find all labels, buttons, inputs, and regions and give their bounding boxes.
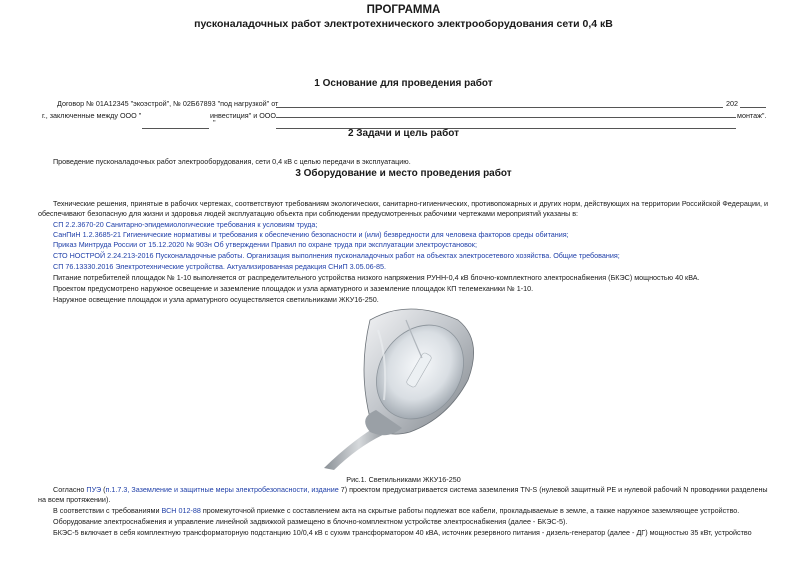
contract-year: 202 bbox=[726, 99, 738, 108]
contract-text: Договор № 01А12345 "экоэстрой", № 02Б67893 "под нагрузкой" от bbox=[57, 99, 279, 108]
grounding-paragraph-2 bbox=[53, 506, 739, 515]
text-span: ( bbox=[101, 485, 106, 494]
norm-link[interactable]: СанПиН 1.2.3685-21 Гигиенические нормативы и требования к обеспечению безопасности и (или) безвредности для человека факторов среды обитания; bbox=[53, 230, 569, 239]
investment-text: инвестиция" и ООО bbox=[210, 111, 276, 120]
grounding-paragraph-1-cont: на всем протяжении). bbox=[38, 495, 111, 504]
montazh-text: монтаж". bbox=[737, 111, 767, 120]
grounding-paragraph-3: Оборудование электроснабжения и управление линейной задвижкой размещено в блочно-комплектном устройстве электроснабжения (далее - БКЭС-5). bbox=[53, 517, 568, 526]
figure-caption: Рис.1. Светильниками ЖКУ16-250 bbox=[346, 475, 461, 484]
vsn-link[interactable]: ВСН 012-88 bbox=[161, 506, 201, 515]
text-span: В соответствии с требованиями bbox=[53, 506, 162, 515]
norm-link[interactable]: СП 2.2.3670-20 Санитарно-эпидемиологические требования к условиям труда; bbox=[53, 220, 318, 229]
section-1-heading: 1 Основание для проведения работ bbox=[314, 78, 493, 89]
norm-link[interactable]: Приказ Минтруда России от 15.12.2020 № 903н Об утверждении Правил по охране труда при эксплуатации электроустановок; bbox=[53, 240, 477, 249]
intro-line-1: Технические решения, принятые в рабочих чертежах, соответствуют требованиям экологических, санитарно-гигиенических, противопожарных и других норм, действующих на территории Российской Федерации, и bbox=[53, 199, 768, 208]
concluded-text: г., заключенные между ООО " bbox=[42, 111, 142, 120]
pue-section-link[interactable]: п.1.7.3, Заземление и защитные меры электробезопасности, издание bbox=[105, 485, 339, 494]
norm-link[interactable]: СП 76.13330.2016 Электротехнические устройства. Актуализированная редакция СНиП 3.05.06-85. bbox=[53, 262, 387, 271]
street-lamp-figure bbox=[318, 300, 483, 470]
text-span: Согласно bbox=[53, 485, 87, 494]
contract-date-line bbox=[276, 107, 723, 108]
section-3-heading: 3 Оборудование и место проведения работ bbox=[295, 168, 512, 179]
quote-mark: " bbox=[213, 118, 216, 127]
power-line-1: Питание потребителей площадок № 1-10 выполняется от распределительного устройства низкого напряжения РУНН-0,4 кВ блочно-комплектного электроснабжения (БКЭС) мощностью 40 кВА. bbox=[53, 273, 700, 282]
text-span: промежуточной приемке с составлением акта на скрытые работы подлежат все кабели, прокладываемые в земле, а также наружное заземляющее устройство. bbox=[200, 506, 740, 515]
power-line-3: Наружное освещение площадок и узла арматурного осуществляется светильниками ЖКУ16-250. bbox=[53, 295, 379, 304]
org-name-line bbox=[276, 117, 736, 118]
intro-line-2: обеспечивают безопасную для жизни и здоровья людей эксплуатацию объекта при соблюдении предусмотренных рабочими чертежами мероприятий указаны в: bbox=[38, 209, 579, 218]
grounding-paragraph-4: БКЭС-5 включает в себя комплектную трансформаторную подстанцию 10/0,4 кВ с сухим трансформатором 40 кВА, источник резервного питания - дизель-генератор (далее - ДГ) мощностью 35 кВт, устройство bbox=[53, 528, 752, 537]
section-2-heading: 2 Задачи и цель работ bbox=[347, 128, 460, 139]
text-span: 7) проектом предусматривается система заземления TN-S (нулевой защитный PE и нулевой рабочий N проводники разделены bbox=[338, 485, 768, 494]
year-line bbox=[740, 107, 766, 108]
goal-text: Проведение пусконаладочных работ электрооборудования, сети 0,4 кВ с целью передачи в эксплуатацию. bbox=[53, 157, 411, 166]
document-title: ПРОГРАММА bbox=[366, 4, 441, 16]
pue-link[interactable]: ПУЭ bbox=[86, 485, 102, 494]
grounding-paragraph-1 bbox=[53, 485, 768, 494]
document-subtitle: пусконаладочных работ электротехнического электрооборудования сети 0,4 кВ bbox=[194, 18, 613, 30]
norm-link[interactable]: СТО НОСТРОЙ 2.24.213-2016 Пусконаладочные работы. Организация выполнения пусконаладочных работ на объектах электросетевого хозяйства. Общие требования; bbox=[53, 251, 620, 260]
power-line-2: Проектом предусмотрено наружное освещение и заземление площадок и узла арматурного и заземление площадок КП телемеханики № 1-10. bbox=[53, 284, 534, 293]
